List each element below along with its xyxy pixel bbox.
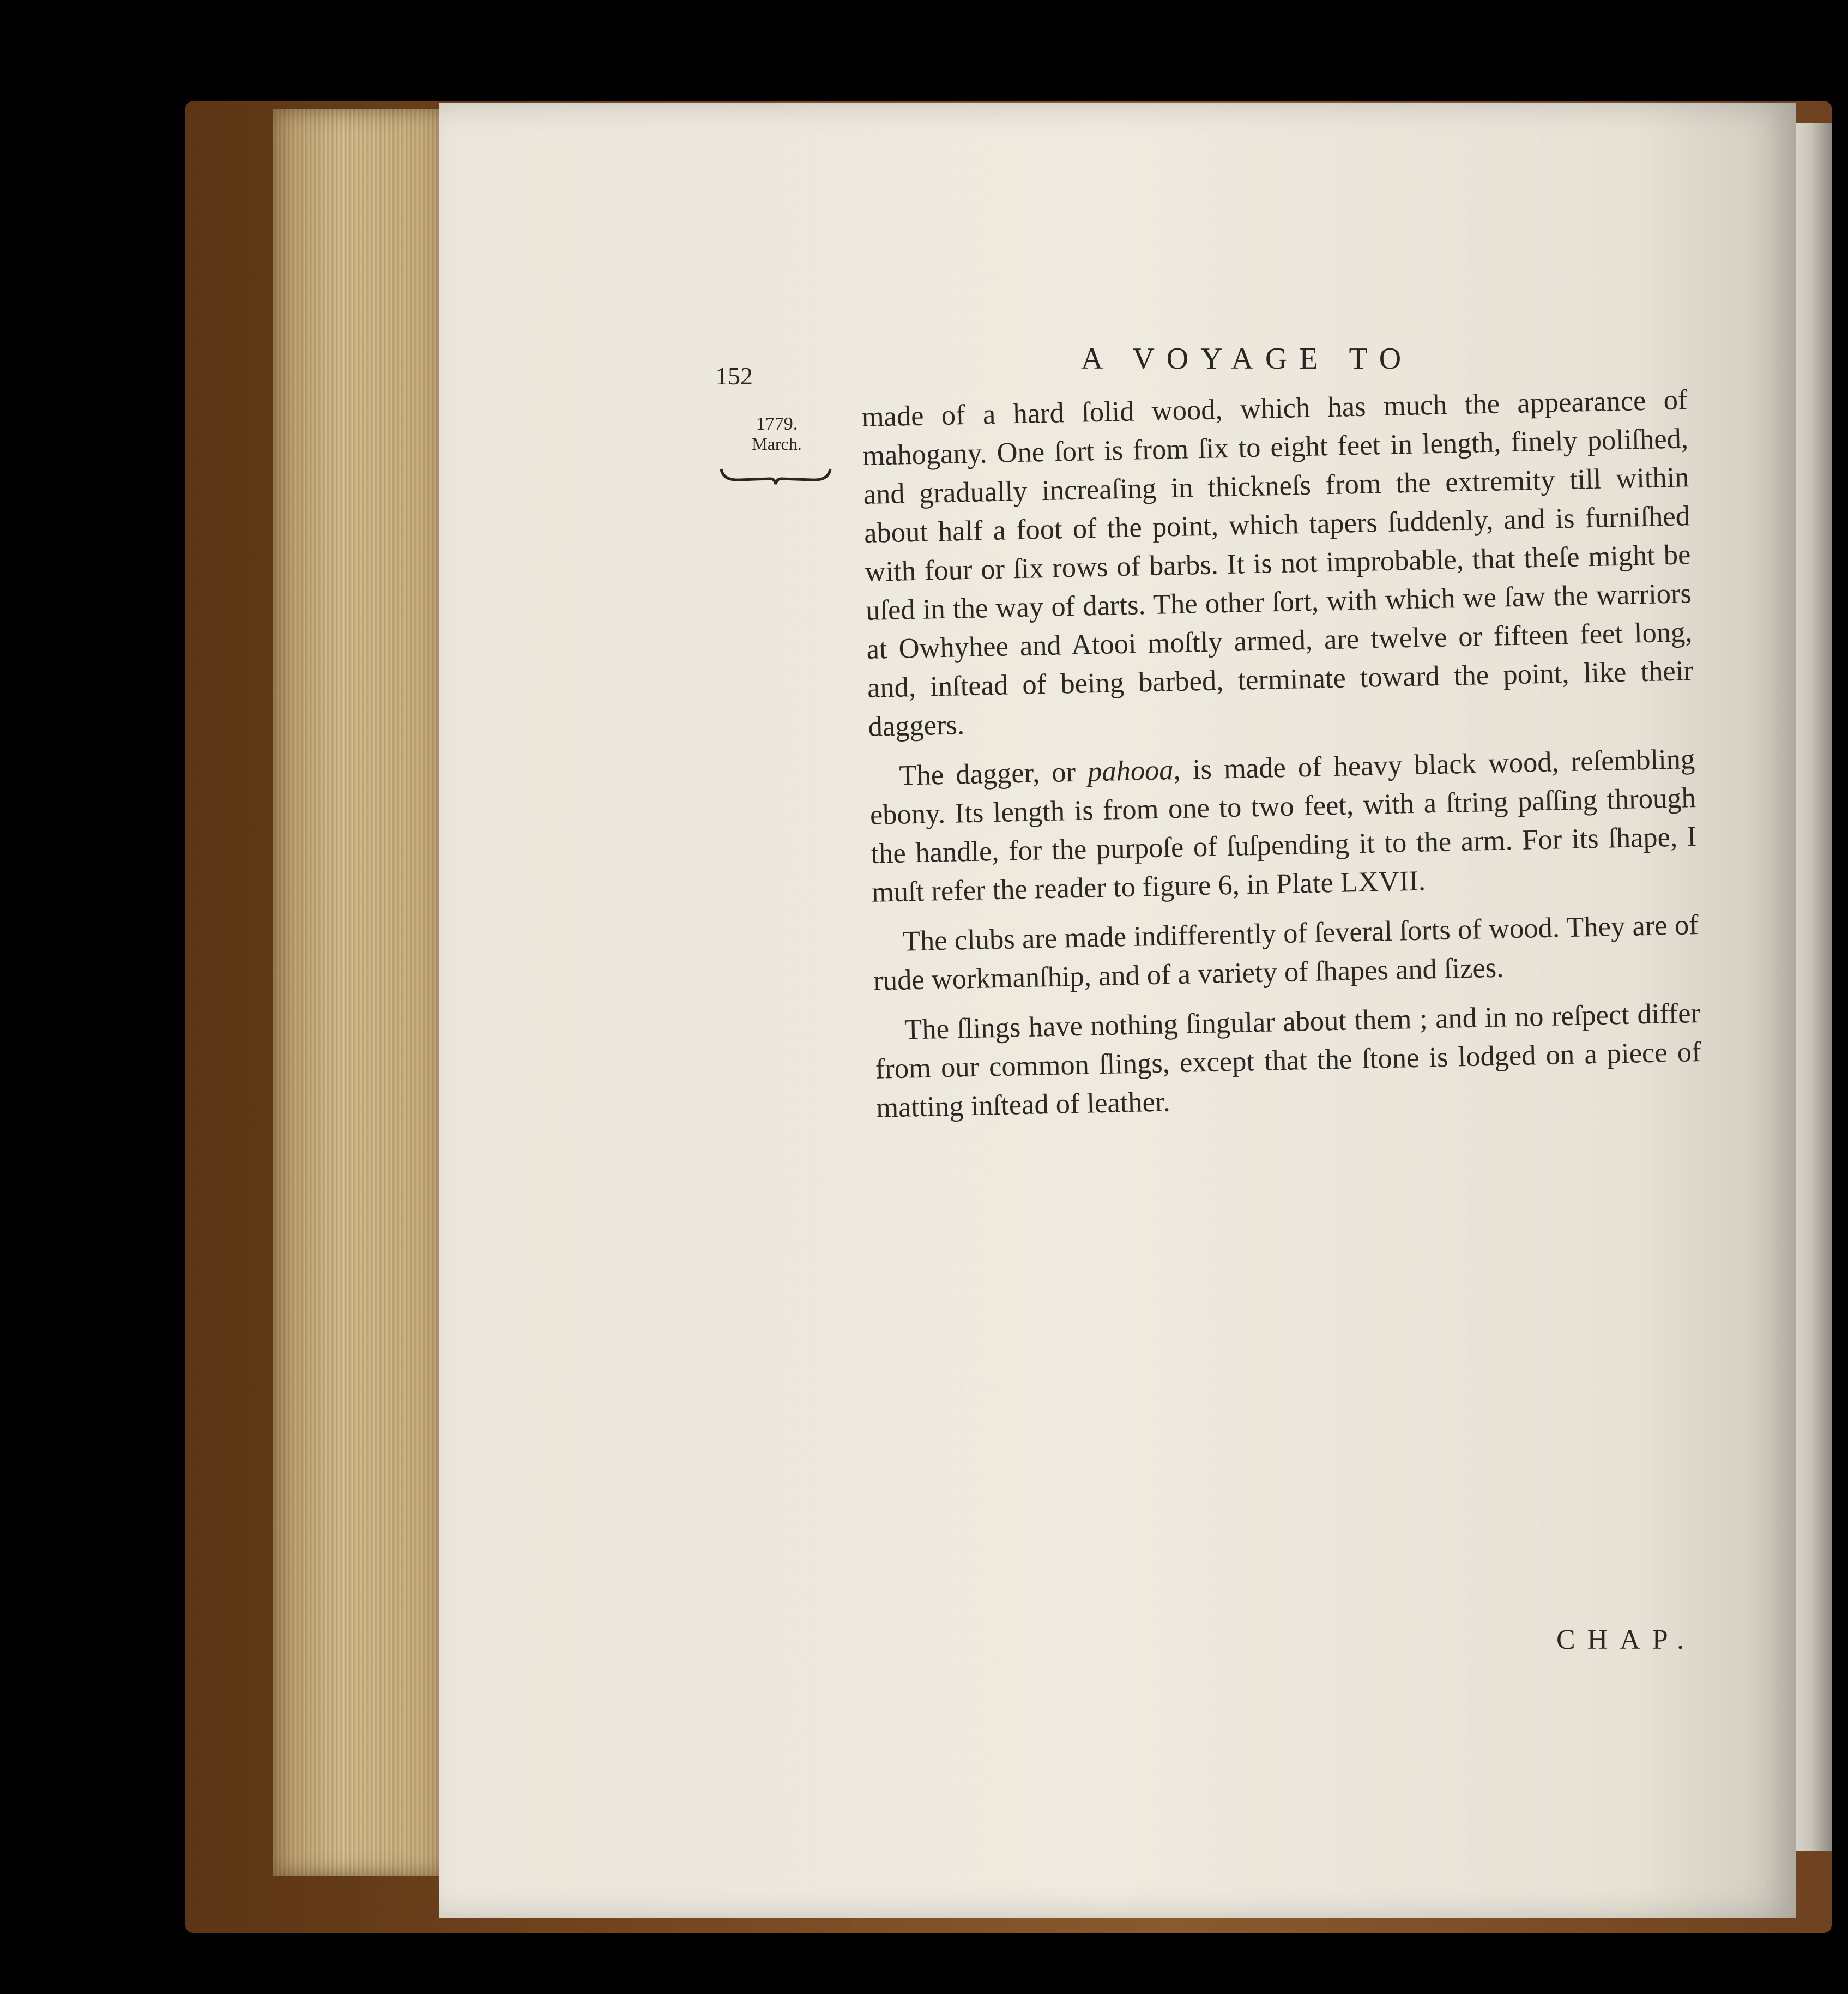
page-number: 152 — [715, 362, 753, 390]
paragraph-2-italic-term: pahooa — [1087, 754, 1174, 788]
paragraph-3: The clubs are made indifferently of ſeveral ſorts of wood. They are of rude workmanſhip, and of a variety of ſhapes and ſizes. — [873, 909, 1699, 997]
page-stack-shading — [273, 109, 444, 1876]
catchword: CHAP. — [1556, 1624, 1696, 1655]
body-text — [861, 381, 1702, 1138]
running-title: A VOYAGE TO — [1081, 342, 1414, 376]
margin-month: March. — [752, 434, 802, 454]
margin-brace — [718, 465, 833, 486]
paragraph-1: made of a hard ſolid wood, which has much the appearance of mahogany. One ſort is from ſix to eight feet in length, finely poliſhed, and gradually increaſing in thickneſs from the extremity till within about half a foot of the point, which tapers ſuddenly, and is furniſhed with four or ſix rows of barbs. It is not improbable, that theſe might be uſed in the way of darts. The other ſort, with which we ſaw the warriors at Owhyhee and Atooi moſtly armed, are twelve or fifteen feet long, and, inſtead of being barbed, terminate toward the point, like their daggers. — [861, 384, 1694, 743]
facing-page-edge — [1793, 123, 1832, 1851]
paragraph-2-rest: , is made of heavy black wood, reſembling ebony. Its length is from one to two feet, with a ſtring paſſing through the handle, for the purpoſe of ſuſpending it to the arm. For its ſhape, I muſt refer the reader to figure 6, in Plate LXVII. — [869, 743, 1697, 908]
paragraph-2 — [869, 740, 1698, 912]
paragraph-4: The ſlings have nothing ſingular about them ; and in no reſpect differ from our common ſlings, except that the ſtone is lodged on a piece of matting inſtead of leather. — [875, 997, 1702, 1124]
margin-date-note — [728, 414, 826, 454]
margin-year: 1779. — [756, 414, 798, 434]
paragraph-2-start: The dagger, or — [898, 756, 1088, 792]
